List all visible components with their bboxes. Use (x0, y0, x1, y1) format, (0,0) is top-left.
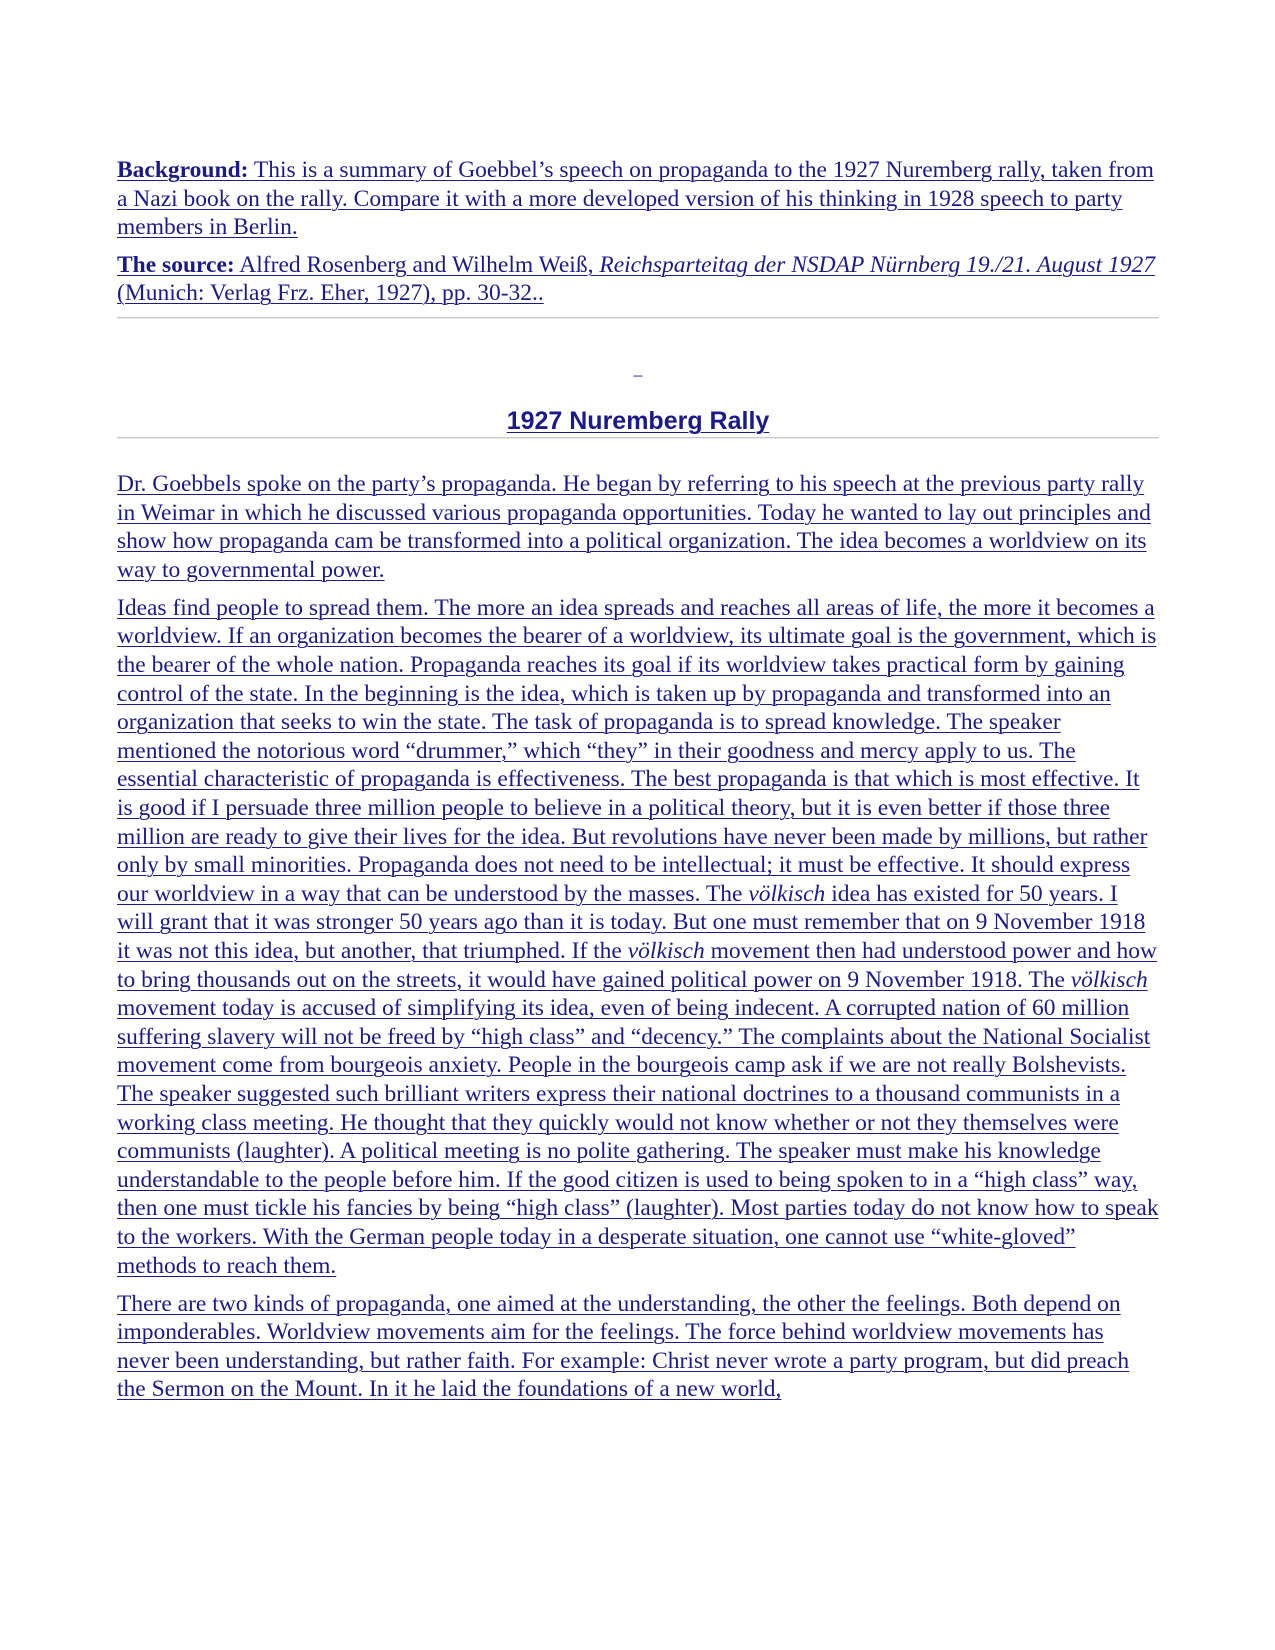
speech-paragraph-3-text[interactable]: There are two kinds of propaganda, one aimed at the understanding, the other the feelings. Both depend on imponderables. Worldview movements aim for the feelings. The force behind worldview movements has never been understanding, but rather faith. For example: Christ never wrote a party program, but did preach the Sermon on the Mount. In it he laid the foundations of a new world, (117, 1290, 1130, 1403)
page-title[interactable] (117, 405, 1159, 437)
source-paragraph[interactable] (117, 251, 1159, 308)
volkisch-term-1[interactable]: völkisch (748, 880, 826, 907)
speech-paragraph-1-text[interactable]: Dr. Goebbels spoke on the party’s propaganda. He began by referring to his speech at the previous party rally in Weimar in which he discussed various propaganda opportunities. Today he wanted to lay out principles and show how propaganda cam be transformed into a political organization. The idea becomes a worldview on its way to governmental power. (117, 470, 1151, 583)
volkisch-term-3[interactable]: völkisch (1070, 966, 1148, 993)
anchor-mark-text[interactable]: _ (633, 357, 643, 378)
speech-paragraph-2-part-3[interactable]: movement then had understood power and how to bring thousands out on the streets, it would have gained political power on 9 November 1918. The (117, 937, 1158, 993)
document-meta (117, 156, 1159, 308)
background-label[interactable]: Background: (117, 157, 249, 183)
speech-paragraph-2-part-1[interactable]: Ideas find people to spread them. The more an idea spreads and reaches all areas of life, the more it becomes a worldview. If an organization becomes the bearer of a worldview, its ultimate goal is the government, which is the bearer of the whole nation. Propaganda reaches its goal if its worldview takes practical form by gaining control of the state. In the beginning is the idea, which is taken up by propaganda and transformed into an organization that seeks to win the state. The task of propaganda is to spread knowledge. The speaker mentioned the notorious word “drummer,” which “they” in their goodness and mercy apply to us. The essential characteristic of propaganda is effectiveness. The best propaganda is that which is most effective. It is good if I persuade three million people to believe in a political theory, but it is even better if those three million are ready to give their lives for the idea. But revolutions have never been made by millions, but rather only by small minorities. Propaganda does not need to be intellectual; it must be effective. It should express our worldview in a way that can be understood by the masses. The (117, 594, 1157, 907)
speech-paragraph-2[interactable] (117, 594, 1159, 1280)
speech-paragraph-2-part-4[interactable]: movement today is accused of simplifying its idea, even of being indecent. A corrupted nation of 60 million suffering slavery will not be freed by “high class” and “decency.” The complaints about the National Socialist movement come from bourgeois anxiety. People in the bourgeois camp ask if we are not really Bolshevists. The speaker suggested such brilliant writers express their national doctrines to a thousand communists in a working class meeting. He thought that they quickly would not know whether or not they themselves were communists (laughter). A political meeting is no polite gathering. The speaker must make his knowledge understandable to the people before him. If the good citizen is used to being spoken to in a “high class” way, then one must tickle his fancies by being “high class” (laughter). Most parties today do not know how to speak to the workers. With the German people today in a desperate situation, one cannot use “white-gloved” methods to reach them. (117, 995, 1159, 1279)
document-page (117, 156, 1159, 1413)
source-publication[interactable]: (Munich: Verlag Frz. Eher, 1927), pp. 30-32.. (117, 280, 544, 307)
anchor-mark[interactable] (117, 359, 1159, 389)
speech-body (117, 470, 1159, 1404)
source-label[interactable]: The source: (117, 251, 235, 278)
background-text[interactable]: This is a summary of Goebbel’s speech on propaganda to the 1927 Nuremberg rally, taken from a Nazi book on the rally. Compare it with a more developed version of his thinking in 1928 speech to party members in Berlin. (117, 157, 1154, 241)
source-book-title[interactable]: Reichsparteitag der NSDAP Nürnberg 19./21. August 1927 (599, 251, 1156, 278)
volkisch-term-2[interactable]: völkisch (627, 937, 705, 964)
source-authors[interactable]: Alfred Rosenberg and Wilhelm Weiß, (234, 251, 600, 278)
speech-paragraph-2-part-2[interactable]: idea has existed for 50 years. I will grant that it was stronger 50 years ago than it is today. But one must remember that on 9 November 1918 it was not this idea, but another, that triumphed. If the (117, 880, 1146, 964)
speech-paragraph-1[interactable] (117, 470, 1159, 584)
title-divider (117, 437, 1159, 439)
page-title-text[interactable]: 1927 Nuremberg Rally (506, 406, 770, 435)
background-paragraph[interactable] (117, 156, 1159, 242)
top-divider (117, 317, 1159, 319)
speech-paragraph-3[interactable] (117, 1290, 1159, 1404)
